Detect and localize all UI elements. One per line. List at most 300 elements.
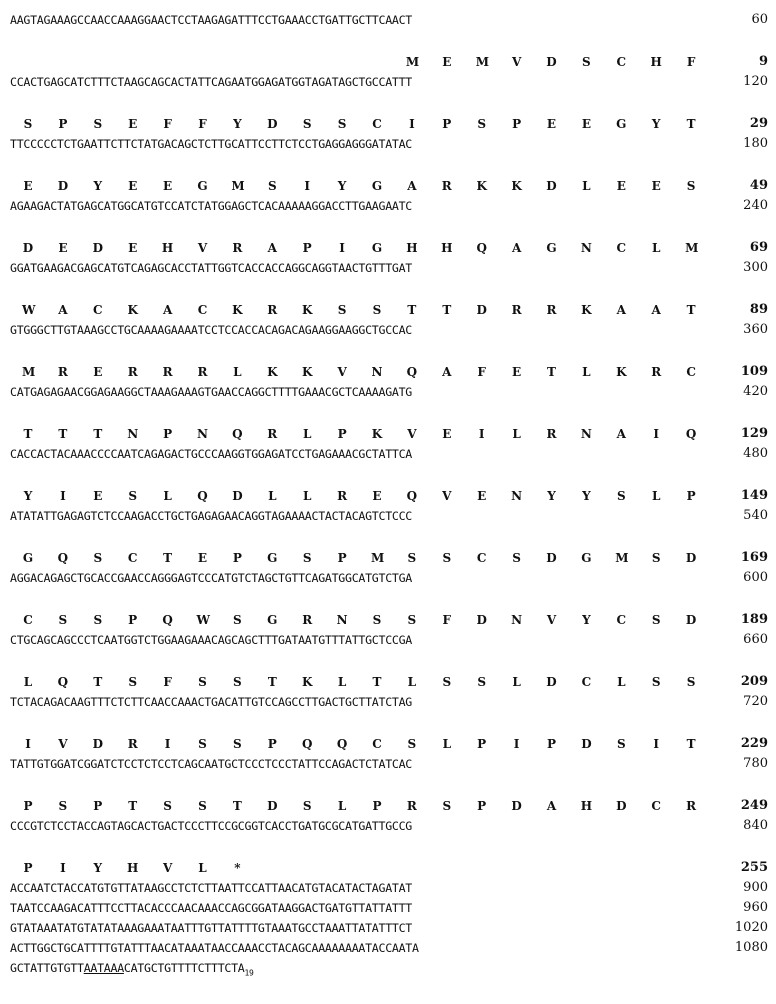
amino-acid: D — [57, 179, 69, 193]
amino-acid-position: 69 — [749, 240, 768, 255]
poly-a-length: 19 — [244, 968, 254, 978]
amino-acid: S — [198, 675, 207, 689]
amino-acid: D — [476, 303, 487, 317]
amino-acid-position: 9 — [758, 54, 768, 69]
nucleotide-sequence: CTGCAGCAGCCCTCAATGGTCTGGAAGAAACAGCAGCTTTGATAATGTTTATTGCTCCGA — [10, 633, 413, 647]
amino-acid: M — [231, 179, 245, 193]
amino-acid: C — [372, 117, 382, 131]
amino-acid: D — [267, 117, 278, 131]
amino-acid: P — [163, 427, 173, 441]
amino-acid: A — [442, 365, 452, 379]
amino-acid: L — [651, 489, 661, 503]
amino-acid: L — [337, 675, 347, 689]
amino-acid: D — [476, 613, 487, 627]
amino-acid: L — [23, 675, 33, 689]
amino-acid: N — [511, 489, 523, 503]
amino-acid: S — [58, 613, 68, 627]
nucleotide-row — [0, 898, 776, 918]
amino-acid-position: 169 — [740, 550, 768, 565]
amino-acid: F — [477, 365, 486, 379]
amino-acid: S — [337, 303, 347, 317]
amino-acid: S — [442, 799, 452, 813]
amino-acid: E — [23, 179, 33, 193]
nucleotide-position: 240 — [743, 198, 768, 213]
amino-acid: L — [302, 489, 312, 503]
amino-acid: Q — [685, 427, 697, 441]
amino-acid-row — [0, 300, 776, 320]
amino-acid: M — [615, 551, 629, 565]
amino-acid: Q — [301, 737, 313, 751]
amino-acid: M — [371, 551, 385, 565]
amino-acid-row — [0, 486, 776, 506]
amino-acid: P — [477, 737, 487, 751]
amino-acid-position: 129 — [740, 426, 768, 441]
amino-acid: S — [93, 117, 103, 131]
amino-acid: D — [232, 489, 243, 503]
amino-acid: H — [127, 861, 139, 875]
amino-acid: T — [163, 551, 173, 565]
amino-acid: I — [304, 179, 310, 193]
amino-acid: P — [442, 117, 452, 131]
nucleotide-position: 120 — [743, 74, 768, 89]
amino-acid: E — [442, 427, 452, 441]
amino-acid: R — [337, 489, 348, 503]
nucleotide-sequence: GTATAAATATGTATATAAAGAAATAATTTGTTATTTTGTAAATGCCTAAATTATATTTCT — [10, 921, 413, 935]
amino-acid: C — [686, 365, 696, 379]
amino-acid: K — [232, 303, 243, 317]
amino-acid: A — [407, 179, 417, 193]
amino-acid: G — [267, 613, 278, 627]
amino-acid: Y — [547, 489, 556, 503]
amino-acid: G — [581, 551, 592, 565]
nucleotide-sequence: TAATCCAAGACATTTCCTTACACCCAACAAACCAGCGGATAAGGACTGATGTTATTATTT — [10, 901, 413, 915]
amino-acid: T — [23, 427, 33, 441]
amino-acid: S — [302, 117, 312, 131]
amino-acid: R — [511, 303, 522, 317]
amino-acid: E — [546, 117, 557, 131]
amino-acid: E — [163, 179, 173, 193]
nucleotide-position: 780 — [743, 756, 768, 771]
amino-acid: L — [337, 799, 347, 813]
amino-acid: K — [581, 303, 592, 317]
amino-acid: W — [22, 303, 36, 317]
amino-acid-position: 29 — [749, 116, 768, 131]
amino-acid: A — [58, 303, 68, 317]
amino-acid: D — [616, 799, 627, 813]
amino-acid: V — [511, 55, 522, 69]
amino-acid: S — [372, 613, 382, 627]
amino-acid: S — [302, 799, 312, 813]
amino-acid: K — [476, 179, 487, 193]
nucleotide-sequence: ACCAATCTACCATGTGTTATAAGCCTCTCTTAATTCCATTAACATGTACATACTAGATAT — [10, 881, 413, 895]
nucleotide-row — [0, 258, 776, 278]
amino-acid: S — [442, 675, 452, 689]
amino-acid: A — [162, 303, 173, 317]
amino-acid: L — [512, 427, 521, 441]
amino-acid: S — [23, 117, 33, 131]
amino-acid-row — [0, 176, 776, 196]
amino-acid: E — [651, 179, 661, 193]
amino-acid: H — [650, 55, 662, 69]
amino-acid: S — [233, 737, 242, 751]
amino-acid-position: 255 — [740, 860, 768, 875]
amino-acid: K — [371, 427, 383, 441]
amino-acid: T — [686, 737, 696, 751]
amino-acid: S — [651, 551, 661, 565]
amino-acid-row — [0, 734, 776, 754]
amino-acid: T — [442, 303, 452, 317]
amino-acid: H — [161, 241, 174, 255]
nucleotide-sequence: AAGTAGAAAGCCAACCAAAGGAACTCCTAAGAGATTTCCTGAAACCTGATTGCTTCAACT — [10, 13, 413, 27]
nucleotide-position: 300 — [743, 260, 768, 275]
amino-acid: I — [409, 117, 415, 131]
amino-acid: T — [267, 675, 277, 689]
amino-acid: P — [337, 551, 347, 565]
amino-acid: R — [546, 303, 557, 317]
amino-acid: T — [58, 427, 68, 441]
amino-acid-row — [0, 796, 776, 816]
amino-acid: E — [58, 241, 68, 255]
amino-acid: S — [198, 737, 207, 751]
amino-acid-row — [0, 548, 776, 568]
nucleotide-row — [0, 72, 776, 92]
nucleotide-position: 1020 — [734, 920, 768, 935]
amino-acid: V — [442, 489, 452, 503]
amino-acid: R — [406, 799, 417, 813]
amino-acid: P — [232, 551, 242, 565]
amino-acid: S — [442, 551, 452, 565]
amino-acid: P — [93, 799, 103, 813]
amino-acid: L — [512, 675, 521, 689]
amino-acid: A — [267, 241, 277, 255]
amino-acid: S — [616, 489, 626, 503]
amino-acid: N — [511, 613, 523, 627]
amino-acid: E — [93, 489, 103, 503]
amino-acid: S — [407, 551, 417, 565]
amino-acid: S — [477, 675, 487, 689]
amino-acid: S — [302, 551, 312, 565]
nucleotide-position: 1080 — [734, 940, 768, 955]
amino-acid: S — [477, 117, 487, 131]
amino-acid: V — [407, 427, 417, 441]
amino-acid: E — [372, 489, 382, 503]
nucleotide-sequence: TCTACAGACAAGTTTCTCTTCAACCAAACTGACATTGTCCAGCCTTGACTGCTTATCTAG — [10, 695, 413, 709]
amino-acid: V — [197, 241, 208, 255]
nucleotide-sequence: CATGAGAGAACGGAGAAGGCTAAAGAAAGTGAACCAGGCTTTTGAAACGCTCAAAAGATG — [10, 385, 413, 399]
amino-acid: T — [547, 365, 556, 379]
amino-acid: K — [301, 675, 313, 689]
amino-acid: G — [197, 179, 208, 193]
nucleotide-row — [0, 878, 776, 898]
nucleotide-position: 60 — [751, 12, 768, 27]
amino-acid-position: 49 — [749, 178, 768, 193]
nucleotide-row-final — [0, 958, 776, 978]
amino-acid-position: 89 — [749, 302, 768, 317]
amino-acid: R — [302, 613, 313, 627]
amino-acid: K — [616, 365, 627, 379]
amino-acid: V — [546, 613, 557, 627]
amino-acid: V — [337, 365, 347, 379]
amino-acid: T — [128, 799, 138, 813]
amino-acid: E — [442, 55, 452, 69]
amino-acid: M — [475, 55, 489, 69]
amino-acid: Y — [233, 117, 242, 131]
amino-acid: Y — [93, 179, 103, 193]
amino-acid: I — [60, 489, 66, 503]
amino-acid: R — [267, 427, 278, 441]
amino-acid: N — [371, 365, 383, 379]
amino-acid: K — [301, 365, 313, 379]
amino-acid: L — [651, 241, 661, 255]
amino-acid: M — [405, 55, 420, 69]
amino-acid: Q — [197, 489, 208, 503]
amino-acid: P — [372, 799, 382, 813]
amino-acid: C — [651, 799, 661, 813]
amino-acid: D — [22, 241, 34, 255]
amino-acid: I — [60, 861, 66, 875]
nucleotide-row — [0, 506, 776, 526]
amino-acid: K — [511, 179, 522, 193]
amino-acid: P — [686, 489, 696, 503]
amino-acid: C — [372, 737, 382, 751]
amino-acid-position: 109 — [740, 364, 768, 379]
amino-acid: E — [128, 241, 138, 255]
nucleotide-row — [0, 444, 776, 464]
amino-acid: P — [302, 241, 312, 255]
amino-acid: F — [442, 613, 452, 627]
nucleotide-row — [0, 568, 776, 588]
nucleotide-row — [0, 692, 776, 712]
amino-acid: E — [477, 489, 487, 503]
nucleotide-row — [0, 134, 776, 154]
nucleotide-position: 660 — [743, 632, 768, 647]
amino-acid: C — [581, 675, 592, 689]
nucleotide-position: 960 — [743, 900, 768, 915]
amino-acid: Q — [336, 737, 348, 751]
amino-acid: A — [511, 241, 522, 255]
amino-acid: N — [336, 613, 348, 627]
amino-acid-position: 209 — [740, 674, 768, 689]
amino-acid-row — [0, 858, 776, 878]
amino-acid: C — [197, 303, 208, 317]
nucleotide-row — [0, 196, 776, 216]
amino-acid: S — [128, 675, 138, 689]
amino-acid: G — [371, 179, 383, 193]
amino-acid: F — [163, 675, 172, 689]
amino-acid: A — [616, 427, 626, 441]
amino-acid-position: 149 — [740, 488, 768, 503]
amino-acid: D — [546, 551, 557, 565]
amino-acid: D — [511, 799, 522, 813]
amino-acid: E — [616, 179, 626, 193]
amino-acid: P — [128, 613, 138, 627]
nucleotide-position: 900 — [743, 880, 768, 895]
nucleotide-position: 600 — [743, 570, 768, 585]
amino-acid-position: 249 — [740, 798, 768, 813]
amino-acid: S — [337, 117, 347, 131]
nucleotide-position: 840 — [743, 818, 768, 833]
amino-acid: S — [686, 675, 696, 689]
sequence-segment: GCTATTGTGTT — [10, 961, 84, 975]
amino-acid: T — [93, 427, 103, 441]
amino-acid: L — [233, 365, 242, 379]
polyadenylation-signal: AATAAA — [83, 961, 124, 975]
amino-acid: I — [25, 737, 31, 751]
amino-acid: R — [686, 799, 697, 813]
nucleotide-row — [0, 918, 776, 938]
amino-acid: R — [127, 365, 138, 379]
nucleotide-sequence: GGATGAAGACGAGCATGTCAGAGCACCTATTGGTCACCACCAGGCAGGTAACTGTTTGAT — [10, 261, 413, 275]
amino-acid: C — [476, 551, 487, 565]
amino-acid: R — [197, 365, 208, 379]
amino-acid: C — [23, 613, 33, 627]
amino-acid: Q — [476, 241, 487, 255]
amino-acid: T — [407, 303, 417, 317]
amino-acid: K — [127, 303, 138, 317]
amino-acid: I — [339, 241, 345, 255]
amino-acid: S — [407, 613, 417, 627]
amino-acid: S — [58, 799, 68, 813]
amino-acid: G — [616, 117, 627, 131]
amino-acid: C — [616, 55, 627, 69]
amino-acid: C — [616, 241, 627, 255]
amino-acid: N — [580, 427, 592, 441]
amino-acid-row — [0, 52, 776, 72]
amino-acid-row — [0, 238, 776, 258]
amino-acid: E — [128, 179, 138, 193]
nucleotide-sequence: ACTTGGCTGCATTTTGTATTTAACATAAATAACCAAACCTACAGCAAAAAAAATACCAATA — [10, 941, 419, 955]
amino-acid: F — [198, 117, 207, 131]
amino-acid: M — [685, 241, 699, 255]
amino-acid: H — [406, 241, 418, 255]
amino-acid: P — [58, 117, 68, 131]
amino-acid: P — [23, 861, 33, 875]
nucleotide-sequence: CCACTGAGCATCTTTCTAAGCAGCACTATTCAGAATGGAGATGGTAGATAGCTGCCATTT — [10, 75, 413, 89]
amino-acid: T — [93, 675, 103, 689]
amino-acid: S — [407, 737, 417, 751]
amino-acid: S — [512, 551, 521, 565]
nucleotide-position: 360 — [743, 322, 768, 337]
amino-acid: S — [93, 551, 103, 565]
amino-acid: G — [22, 551, 34, 565]
amino-acid-row — [0, 424, 776, 444]
amino-acid: L — [582, 179, 591, 193]
amino-acid: A — [546, 799, 557, 813]
amino-acid: E — [128, 117, 138, 131]
nucleotide-position: 180 — [743, 136, 768, 151]
amino-acid: S — [651, 675, 661, 689]
amino-acid: P — [23, 799, 33, 813]
amino-acid: L — [442, 737, 452, 751]
amino-acid: Y — [23, 489, 33, 503]
amino-acid: S — [198, 799, 207, 813]
amino-acid-row — [0, 672, 776, 692]
amino-acid: P — [512, 117, 522, 131]
amino-acid: C — [616, 613, 627, 627]
amino-acid: I — [653, 427, 659, 441]
amino-acid: L — [617, 675, 626, 689]
amino-acid: G — [371, 241, 383, 255]
nucleotide-sequence: ATATATTGAGAGTCTCCAAGACCTGCTGAGAGAACAGGTAGAAAACTACTACAGTCTCCC — [10, 509, 413, 523]
amino-acid: T — [686, 303, 696, 317]
amino-acid: H — [580, 799, 593, 813]
amino-acid: S — [93, 613, 103, 627]
amino-acid: Y — [651, 117, 661, 131]
amino-acid: D — [546, 675, 557, 689]
amino-acid: E — [581, 117, 591, 131]
amino-acid: S — [582, 55, 591, 69]
amino-acid: * — [234, 861, 241, 875]
amino-acid: D — [581, 737, 592, 751]
amino-acid: G — [267, 551, 278, 565]
amino-acid: E — [93, 365, 103, 379]
amino-acid: Q — [406, 489, 418, 503]
amino-acid-position: 189 — [740, 612, 768, 627]
amino-acid: S — [163, 799, 172, 813]
amino-acid: S — [651, 613, 661, 627]
nucleotide-position: 540 — [743, 508, 768, 523]
amino-acid: C — [127, 551, 138, 565]
amino-acid: P — [337, 427, 347, 441]
amino-acid: T — [686, 117, 696, 131]
amino-acid: S — [233, 675, 242, 689]
nucleotide-sequence — [10, 958, 254, 983]
amino-acid: Q — [57, 675, 69, 689]
amino-acid: F — [686, 55, 696, 69]
amino-acid-row — [0, 114, 776, 134]
nucleotide-position: 420 — [743, 384, 768, 399]
amino-acid: S — [372, 303, 382, 317]
amino-acid-row — [0, 362, 776, 382]
amino-acid: D — [546, 179, 557, 193]
amino-acid: R — [57, 365, 68, 379]
amino-acid: R — [546, 427, 557, 441]
amino-acid: L — [582, 365, 591, 379]
amino-acid: L — [198, 861, 207, 875]
nucleotide-position: 720 — [743, 694, 768, 709]
amino-acid: R — [127, 737, 138, 751]
amino-acid: I — [478, 427, 485, 441]
amino-acid: Q — [232, 427, 243, 441]
nucleotide-row — [0, 754, 776, 774]
nucleotide-sequence: TTCCCCCTCTGAATTCTTCTATGACAGCTCTTGCATTCCTTCTCCTGAGGAGGGATATAC — [10, 137, 413, 151]
amino-acid: D — [92, 737, 103, 751]
nucleotide-sequence: AGAAGACTATGAGCATGGCATGTCCATCTATGGAGCTCACAAAAAGGACCTTGAAGAATC — [10, 199, 413, 213]
amino-acid: C — [93, 303, 103, 317]
amino-acid: Y — [582, 613, 591, 627]
amino-acid: K — [267, 365, 278, 379]
amino-acid: Y — [582, 489, 591, 503]
amino-acid: A — [616, 303, 626, 317]
nucleotide-row — [0, 630, 776, 650]
amino-acid: S — [267, 179, 277, 193]
amino-acid: D — [267, 799, 278, 813]
amino-acid: Q — [57, 551, 69, 565]
amino-acid: K — [301, 303, 313, 317]
amino-acid: P — [477, 799, 487, 813]
amino-acid: T — [232, 799, 242, 813]
amino-acid: Q — [406, 365, 418, 379]
nucleotide-sequence: CACCACTACAAACCCCAATCAGAGACTGCCCAAGGTGGAGATCCTGAGAAACGCTATTCA — [10, 447, 413, 461]
amino-acid-position: 229 — [740, 736, 768, 751]
amino-acid: Y — [337, 179, 347, 193]
nucleotide-row — [0, 320, 776, 340]
amino-acid: A — [651, 303, 661, 317]
amino-acid-row — [0, 610, 776, 630]
amino-acid: P — [546, 737, 557, 751]
amino-acid: L — [407, 675, 417, 689]
amino-acid: W — [196, 613, 210, 627]
